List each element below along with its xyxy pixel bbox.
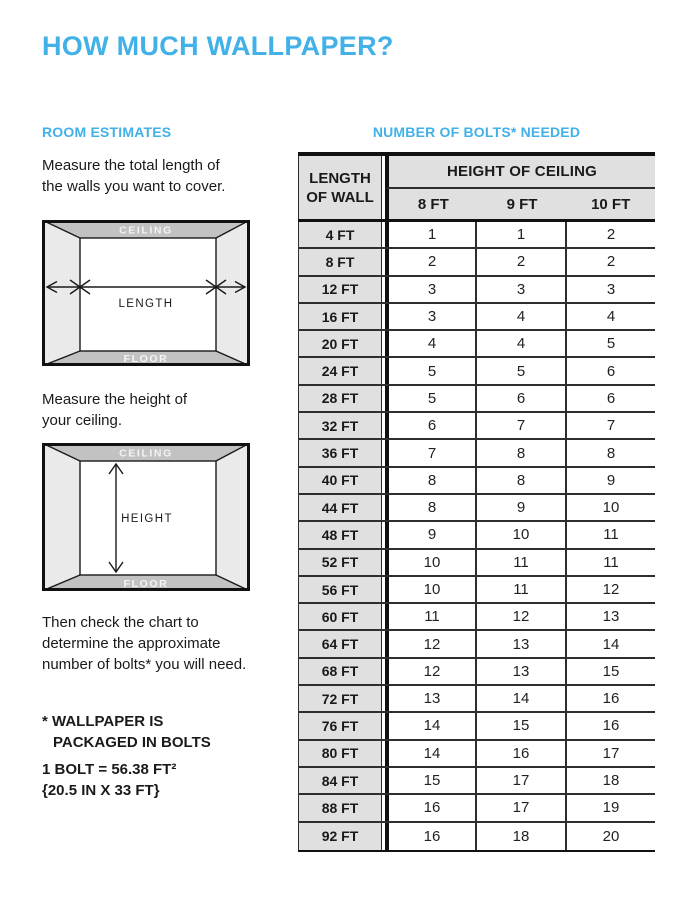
text-line: * WALLPAPER IS bbox=[42, 713, 164, 730]
table-row bbox=[298, 358, 655, 385]
table-row bbox=[298, 386, 655, 413]
bolt-count-cell: 5 bbox=[385, 386, 475, 411]
bolt-count-cell: 12 bbox=[385, 631, 475, 656]
text-line: determine the approximate bbox=[42, 635, 221, 652]
right-wall-surface bbox=[216, 443, 250, 591]
bolt-count-cell: 11 bbox=[565, 522, 655, 547]
bolt-count-cell: 9 bbox=[565, 468, 655, 493]
bolt-count-cell: 4 bbox=[385, 331, 475, 356]
table-row bbox=[298, 331, 655, 358]
room-estimates-heading: ROOM ESTIMATES bbox=[42, 124, 172, 140]
wall-length-cell: 24 FT bbox=[298, 358, 382, 383]
instruction-measure-length bbox=[42, 155, 225, 197]
wall-length-cell: 52 FT bbox=[298, 550, 382, 575]
wall-length-cell: 76 FT bbox=[298, 713, 382, 738]
table-row bbox=[298, 222, 655, 249]
bolt-count-cell: 10 bbox=[475, 522, 565, 547]
table-header bbox=[298, 156, 655, 222]
wall-length-cell: 32 FT bbox=[298, 413, 382, 438]
right-wall-surface bbox=[216, 220, 250, 366]
wallpaper-bolts-note bbox=[42, 712, 211, 753]
bolt-count-cell: 3 bbox=[385, 277, 475, 302]
table-row bbox=[298, 741, 655, 768]
bolt-count-cell: 2 bbox=[565, 249, 655, 274]
floor-label: FLOOR bbox=[123, 578, 169, 590]
table-row bbox=[298, 686, 655, 713]
text-line: Measure the height of bbox=[42, 391, 188, 408]
room-length-diagram bbox=[42, 220, 250, 366]
bolt-count-cell: 10 bbox=[385, 550, 475, 575]
bolt-count-cell: 13 bbox=[475, 659, 565, 684]
bolt-count-cell: 2 bbox=[385, 249, 475, 274]
bolt-count-cell: 10 bbox=[565, 495, 655, 520]
row-header-length-of-wall: LENGTH OF WALL bbox=[298, 156, 382, 219]
wall-length-cell: 92 FT bbox=[298, 823, 382, 850]
table-row bbox=[298, 468, 655, 495]
bolt-count-cell: 18 bbox=[565, 768, 655, 793]
left-wall-surface bbox=[42, 220, 80, 366]
bolt-count-cell: 17 bbox=[475, 768, 565, 793]
ceiling-height-8ft: 8 FT bbox=[417, 195, 449, 213]
bolt-count-cell: 16 bbox=[565, 686, 655, 711]
height-label: HEIGHT bbox=[121, 513, 173, 525]
bolt-count-cell: 4 bbox=[565, 304, 655, 329]
bolt-count-cell: 15 bbox=[385, 768, 475, 793]
bolt-count-cell: 3 bbox=[565, 277, 655, 302]
bolt-count-cell: 13 bbox=[385, 686, 475, 711]
table-row bbox=[298, 249, 655, 276]
left-wall-surface bbox=[42, 443, 80, 591]
text-line: Measure the total length of bbox=[42, 157, 220, 174]
wall-length-cell: 80 FT bbox=[298, 741, 382, 766]
bolt-count-cell: 4 bbox=[475, 304, 565, 329]
text-line: {20.5 IN X 33 FT} bbox=[42, 781, 160, 799]
ceiling-label: CEILING bbox=[119, 224, 173, 237]
table-row bbox=[298, 413, 655, 440]
table-row bbox=[298, 577, 655, 604]
table-row bbox=[298, 522, 655, 549]
wall-length-cell: 88 FT bbox=[298, 795, 382, 820]
bolt-count-cell: 3 bbox=[385, 304, 475, 329]
table-row bbox=[298, 277, 655, 304]
table-row bbox=[298, 823, 655, 850]
wall-length-cell: 28 FT bbox=[298, 386, 382, 411]
ceiling-height-9ft: 9 FT bbox=[506, 195, 538, 213]
bolt-count-cell: 8 bbox=[565, 440, 655, 465]
instruction-measure-height bbox=[42, 389, 187, 431]
table-row bbox=[298, 604, 655, 631]
table-row bbox=[298, 550, 655, 577]
col-header-height-of-ceiling: HEIGHT OF CEILING bbox=[385, 156, 655, 189]
length-label: LENGTH bbox=[118, 298, 174, 310]
page-title: HOW MUCH WALLPAPER? bbox=[42, 31, 394, 61]
bolt-count-cell: 15 bbox=[475, 713, 565, 738]
bolt-count-cell: 8 bbox=[385, 495, 475, 520]
back-wall bbox=[80, 238, 216, 351]
bolt-count-cell: 6 bbox=[565, 358, 655, 383]
bolt-count-cell: 16 bbox=[475, 741, 565, 766]
bolt-count-cell: 2 bbox=[475, 249, 565, 274]
text-line: your ceiling. bbox=[42, 412, 123, 429]
bolt-count-cell: 5 bbox=[475, 358, 565, 383]
wall-length-cell: 12 FT bbox=[298, 277, 382, 302]
bolt-count-cell: 13 bbox=[475, 631, 565, 656]
bolt-count-cell: 7 bbox=[475, 413, 565, 438]
wall-length-cell: 20 FT bbox=[298, 331, 382, 356]
wall-length-cell: 4 FT bbox=[298, 222, 382, 247]
wall-length-cell: 60 FT bbox=[298, 604, 382, 629]
bolt-count-cell: 6 bbox=[565, 386, 655, 411]
bolt-count-cell: 2 bbox=[565, 222, 655, 247]
bolt-count-cell: 9 bbox=[475, 495, 565, 520]
bolt-count-cell: 20 bbox=[565, 823, 655, 850]
table-row bbox=[298, 795, 655, 822]
bolt-size-info bbox=[42, 760, 176, 801]
text-line: Then check the chart to bbox=[42, 614, 199, 631]
bolt-count-cell: 8 bbox=[475, 440, 565, 465]
wall-length-cell: 40 FT bbox=[298, 468, 382, 493]
bolt-count-cell: 16 bbox=[565, 713, 655, 738]
text-line: number of bolts* you will need. bbox=[42, 656, 247, 673]
table-row bbox=[298, 304, 655, 331]
wall-length-cell: 72 FT bbox=[298, 686, 382, 711]
bolt-count-cell: 12 bbox=[565, 577, 655, 602]
text-line: PACKAGED IN BOLTS bbox=[53, 733, 211, 751]
bolt-count-cell: 1 bbox=[385, 222, 475, 247]
bolt-count-cell: 13 bbox=[565, 604, 655, 629]
bolt-count-cell: 7 bbox=[385, 440, 475, 465]
wall-length-cell: 56 FT bbox=[298, 577, 382, 602]
ceiling-label: CEILING bbox=[119, 447, 173, 460]
bolt-count-cell: 16 bbox=[385, 795, 475, 820]
bolt-count-cell: 12 bbox=[385, 659, 475, 684]
bolt-count-cell: 11 bbox=[565, 550, 655, 575]
bolt-count-cell: 7 bbox=[565, 413, 655, 438]
wall-length-cell: 64 FT bbox=[298, 631, 382, 656]
text-line: 1 BOLT = 56.38 FT² bbox=[42, 761, 177, 778]
bolt-count-cell: 14 bbox=[565, 631, 655, 656]
instruction-check-chart bbox=[42, 612, 246, 675]
text-line: the walls you want to cover. bbox=[42, 178, 226, 195]
bolt-count-cell: 11 bbox=[385, 604, 475, 629]
table-row bbox=[298, 631, 655, 658]
bolt-count-cell: 6 bbox=[475, 386, 565, 411]
bolt-count-cell: 19 bbox=[565, 795, 655, 820]
wall-length-cell: 16 FT bbox=[298, 304, 382, 329]
wall-length-cell: 48 FT bbox=[298, 522, 382, 547]
bolt-count-cell: 8 bbox=[475, 468, 565, 493]
bolt-count-cell: 4 bbox=[475, 331, 565, 356]
table-row bbox=[298, 713, 655, 740]
bolt-count-cell: 1 bbox=[475, 222, 565, 247]
room-height-diagram bbox=[42, 443, 250, 591]
table-rows bbox=[298, 222, 655, 850]
bolt-count-cell: 8 bbox=[385, 468, 475, 493]
bolt-count-cell: 14 bbox=[475, 686, 565, 711]
table-row bbox=[298, 659, 655, 686]
bolt-count-cell: 9 bbox=[385, 522, 475, 547]
bolt-count-cell: 11 bbox=[475, 550, 565, 575]
bolt-count-cell: 11 bbox=[475, 577, 565, 602]
bolt-count-cell: 3 bbox=[475, 277, 565, 302]
bolt-count-cell: 15 bbox=[565, 659, 655, 684]
bolts-table bbox=[298, 152, 655, 852]
bolt-count-cell: 18 bbox=[475, 823, 565, 850]
wall-length-cell: 44 FT bbox=[298, 495, 382, 520]
bolt-count-cell: 10 bbox=[385, 577, 475, 602]
bolt-count-cell: 6 bbox=[385, 413, 475, 438]
bolt-count-cell: 5 bbox=[565, 331, 655, 356]
bolt-count-cell: 14 bbox=[385, 713, 475, 738]
table-row bbox=[298, 440, 655, 467]
ceiling-heights-row bbox=[385, 189, 655, 219]
bolt-count-cell: 14 bbox=[385, 741, 475, 766]
bolt-count-cell: 5 bbox=[385, 358, 475, 383]
wall-length-cell: 36 FT bbox=[298, 440, 382, 465]
bolt-count-cell: 17 bbox=[565, 741, 655, 766]
wall-length-cell: 68 FT bbox=[298, 659, 382, 684]
wall-length-cell: 8 FT bbox=[298, 249, 382, 274]
table-row bbox=[298, 768, 655, 795]
wall-length-cell: 84 FT bbox=[298, 768, 382, 793]
bolt-count-cell: 16 bbox=[385, 823, 475, 850]
ceiling-height-10ft: 10 FT bbox=[591, 195, 631, 213]
bolt-count-cell: 17 bbox=[475, 795, 565, 820]
table-row bbox=[298, 495, 655, 522]
floor-label: FLOOR bbox=[123, 353, 169, 365]
bolts-needed-heading: NUMBER OF BOLTS* NEEDED bbox=[372, 124, 581, 140]
bolt-count-cell: 12 bbox=[475, 604, 565, 629]
